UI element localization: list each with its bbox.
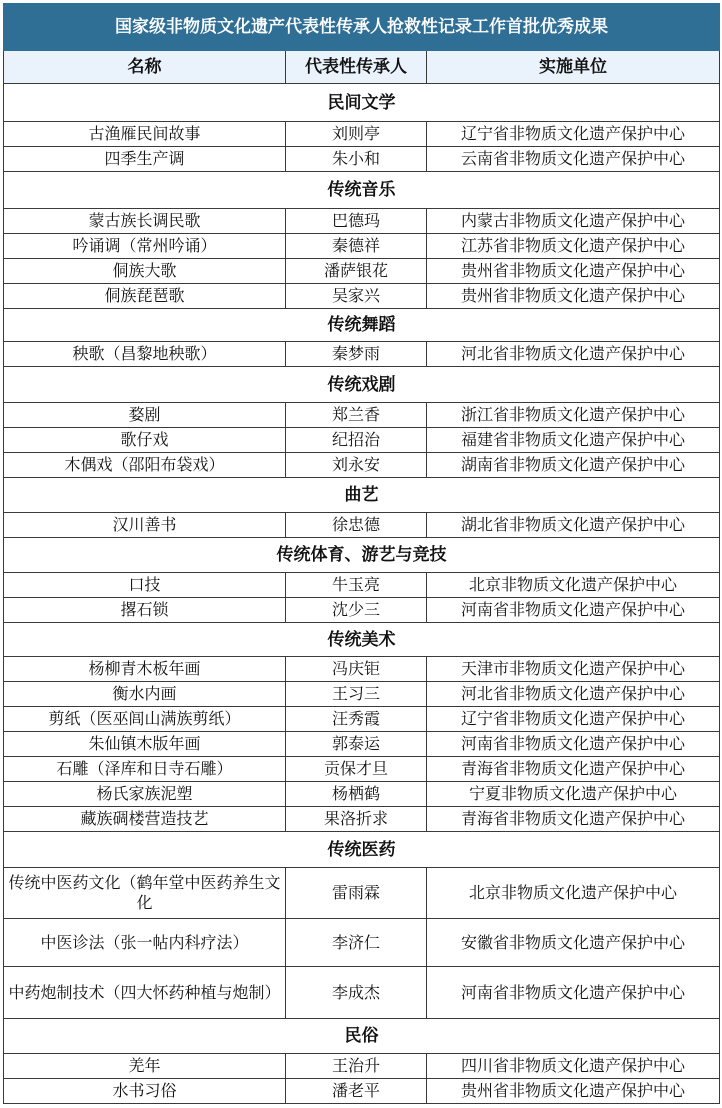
- cell-unit: 江苏省非物质文化遗产保护中心: [427, 234, 720, 259]
- cell-inheritor: 王习三: [286, 682, 427, 707]
- cell-inheritor: 刘永安: [286, 453, 427, 478]
- table-row: [4, 428, 720, 453]
- cell-name: 中药炮制技术（四大怀药种植与炮制）: [4, 967, 286, 1019]
- cell-unit: 安徽省非物质文化遗产保护中心: [427, 919, 720, 967]
- cell-inheritor: 秦德祥: [286, 234, 427, 259]
- cell-name: 石雕（泽库和日寺石雕）: [4, 757, 286, 782]
- cell-unit: 河南省非物质文化遗产保护中心: [427, 967, 720, 1019]
- table-row: [4, 234, 720, 259]
- table-row: [4, 757, 720, 782]
- cell-name: 撂石锁: [4, 598, 286, 623]
- cell-name: 口技: [4, 573, 286, 598]
- cell-name: 衡水内画: [4, 682, 286, 707]
- category-row: [4, 367, 720, 403]
- cell-unit: 湖南省非物质文化遗产保护中心: [427, 453, 720, 478]
- cell-name: 传统中医药文化（鹤年堂中医药养生文化: [4, 868, 286, 919]
- table-row: [4, 707, 720, 732]
- table-row: [4, 657, 720, 682]
- table-row: [4, 868, 720, 919]
- cell-unit: 天津市非物质文化遗产保护中心: [427, 657, 720, 682]
- cell-inheritor: 雷雨霖: [286, 868, 427, 919]
- cell-name: 木偶戏（邵阳布袋戏）: [4, 453, 286, 478]
- cell-unit: 贵州省非物质文化遗产保护中心: [427, 1079, 720, 1104]
- cell-unit: 河北省非物质文化遗产保护中心: [427, 342, 720, 367]
- table-row: [4, 573, 720, 598]
- cell-unit: 河南省非物质文化遗产保护中心: [427, 732, 720, 757]
- results-table: [3, 3, 720, 1104]
- cell-unit: 青海省非物质文化遗产保护中心: [427, 807, 720, 832]
- category-label: 传统体育、游艺与竞技: [4, 538, 720, 573]
- cell-inheritor: 沈少三: [286, 598, 427, 623]
- cell-inheritor: 杨栖鹤: [286, 782, 427, 807]
- table-row: [4, 598, 720, 623]
- table-row: [4, 122, 720, 147]
- cell-name: 侗族大歌: [4, 259, 286, 284]
- table-row: [4, 682, 720, 707]
- cell-name: 古渔雁民间故事: [4, 122, 286, 147]
- cell-inheritor: 冯庆钜: [286, 657, 427, 682]
- cell-unit: 贵州省非物质文化遗产保护中心: [427, 259, 720, 284]
- cell-inheritor: 纪招治: [286, 428, 427, 453]
- cell-inheritor: 吴家兴: [286, 284, 427, 309]
- cell-name: 羌年: [4, 1054, 286, 1079]
- cell-inheritor: 潘老平: [286, 1079, 427, 1104]
- header-unit: 实施单位: [427, 51, 720, 84]
- category-row: [4, 1019, 720, 1054]
- category-label: 民俗: [4, 1019, 720, 1054]
- cell-inheritor: 郭泰运: [286, 732, 427, 757]
- category-label: 传统戏剧: [4, 367, 720, 403]
- cell-name: 杨柳青木板年画: [4, 657, 286, 682]
- cell-inheritor: 李成杰: [286, 967, 427, 1019]
- cell-unit: 福建省非物质文化遗产保护中心: [427, 428, 720, 453]
- table-row: [4, 782, 720, 807]
- category-row: [4, 84, 720, 122]
- table-row: [4, 1054, 720, 1079]
- cell-name: 蒙古族长调民歌: [4, 209, 286, 234]
- cell-name: 侗族琵琶歌: [4, 284, 286, 309]
- cell-unit: 湖北省非物质文化遗产保护中心: [427, 513, 720, 538]
- cell-name: 藏族碉楼营造技艺: [4, 807, 286, 832]
- table-row: [4, 732, 720, 757]
- table-title: 国家级非物质文化遗产代表性传承人抢救性记录工作首批优秀成果: [4, 4, 720, 51]
- cell-unit: 贵州省非物质文化遗产保护中心: [427, 284, 720, 309]
- cell-inheritor: 徐忠德: [286, 513, 427, 538]
- cell-name: 四季生产调: [4, 147, 286, 172]
- cell-inheritor: 刘则亭: [286, 122, 427, 147]
- header-name: 名称: [4, 51, 286, 84]
- cell-name: 剪纸（医巫闾山满族剪纸）: [4, 707, 286, 732]
- table-row: [4, 342, 720, 367]
- cell-name: 朱仙镇木版年画: [4, 732, 286, 757]
- table-row: [4, 919, 720, 967]
- cell-unit: 辽宁省非物质文化遗产保护中心: [427, 122, 720, 147]
- category-row: [4, 172, 720, 209]
- cell-unit: 河南省非物质文化遗产保护中心: [427, 598, 720, 623]
- table-row: [4, 453, 720, 478]
- cell-unit: 辽宁省非物质文化遗产保护中心: [427, 707, 720, 732]
- cell-name: 吟诵调（常州吟诵）: [4, 234, 286, 259]
- cell-unit: 内蒙古非物质文化遗产保护中心: [427, 209, 720, 234]
- table-row: [4, 403, 720, 428]
- cell-name: 歌仔戏: [4, 428, 286, 453]
- cell-inheritor: 牛玉亮: [286, 573, 427, 598]
- category-label: 曲艺: [4, 478, 720, 513]
- cell-unit: 宁夏非物质文化遗产保护中心: [427, 782, 720, 807]
- category-label: 传统音乐: [4, 172, 720, 209]
- cell-name: 杨氏家族泥塑: [4, 782, 286, 807]
- cell-unit: 浙江省非物质文化遗产保护中心: [427, 403, 720, 428]
- table-row: [4, 209, 720, 234]
- table-row: [4, 147, 720, 172]
- table-row: [4, 967, 720, 1019]
- cell-inheritor: 汪秀霞: [286, 707, 427, 732]
- cell-inheritor: 巴德玛: [286, 209, 427, 234]
- category-label: 传统美术: [4, 623, 720, 657]
- table-row: [4, 259, 720, 284]
- cell-name: 水书习俗: [4, 1079, 286, 1104]
- cell-inheritor: 朱小和: [286, 147, 427, 172]
- category-label: 传统舞蹈: [4, 309, 720, 342]
- header-row: [4, 51, 720, 84]
- table-row: [4, 1079, 720, 1104]
- cell-inheritor: 李济仁: [286, 919, 427, 967]
- category-label: 传统医药: [4, 832, 720, 868]
- table-title-row: [4, 4, 720, 51]
- cell-inheritor: 果洛折求: [286, 807, 427, 832]
- cell-unit: 河北省非物质文化遗产保护中心: [427, 682, 720, 707]
- cell-inheritor: 王治升: [286, 1054, 427, 1079]
- cell-unit: 云南省非物质文化遗产保护中心: [427, 147, 720, 172]
- cell-name: 秧歌（昌黎地秧歌）: [4, 342, 286, 367]
- cell-unit: 四川省非物质文化遗产保护中心: [427, 1054, 720, 1079]
- table-row: [4, 284, 720, 309]
- cell-unit: 青海省非物质文化遗产保护中心: [427, 757, 720, 782]
- table-container: [3, 3, 719, 1104]
- table-row: [4, 807, 720, 832]
- category-row: [4, 623, 720, 657]
- header-inheritor: 代表性传承人: [286, 51, 427, 84]
- category-row: [4, 538, 720, 573]
- table-row: [4, 513, 720, 538]
- category-row: [4, 478, 720, 513]
- cell-inheritor: 秦梦雨: [286, 342, 427, 367]
- cell-unit: 北京非物质文化遗产保护中心: [427, 868, 720, 919]
- cell-name: 中医诊法（张一帖内科疗法）: [4, 919, 286, 967]
- category-row: [4, 832, 720, 868]
- cell-name: 婺剧: [4, 403, 286, 428]
- cell-inheritor: 潘萨银花: [286, 259, 427, 284]
- category-row: [4, 309, 720, 342]
- cell-name: 汉川善书: [4, 513, 286, 538]
- cell-inheritor: 贡保才旦: [286, 757, 427, 782]
- category-label: 民间文学: [4, 84, 720, 122]
- cell-inheritor: 郑兰香: [286, 403, 427, 428]
- cell-unit: 北京非物质文化遗产保护中心: [427, 573, 720, 598]
